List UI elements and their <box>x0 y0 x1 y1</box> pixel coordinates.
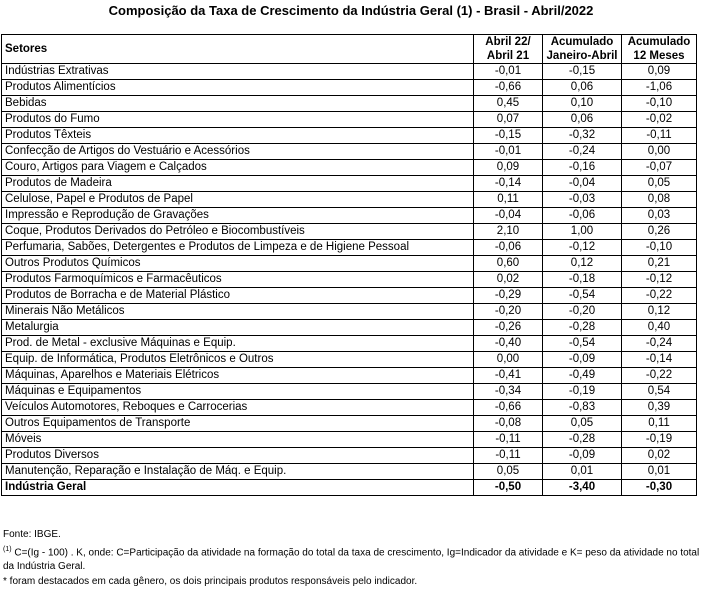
abril-value-cell: 0,00 <box>474 352 543 368</box>
table-row <box>2 64 697 80</box>
sector-cell: Coque, Produtos Derivados do Petróleo e Biocombustíveis <box>2 224 474 240</box>
notes <box>3 528 701 589</box>
table-row <box>2 240 697 256</box>
acum-12-meses-value-cell: 0,39 <box>622 400 697 416</box>
table-row <box>2 144 697 160</box>
abril-value-cell: 0,07 <box>474 112 543 128</box>
sector-cell: Produtos Alimentícios <box>2 80 474 96</box>
table-row <box>2 256 697 272</box>
table-row <box>2 336 697 352</box>
acum-jan-abr-value-cell: -0,24 <box>543 144 622 160</box>
acum-12-meses-value-cell: -0,14 <box>622 352 697 368</box>
acum-12-meses-value-cell: -0,30 <box>622 480 697 496</box>
table-row <box>2 384 697 400</box>
sector-cell: Confecção de Artigos do Vestuário e Acessórios <box>2 144 474 160</box>
sector-cell: Produtos de Madeira <box>2 176 474 192</box>
acum-12-meses-value-cell: 0,02 <box>622 448 697 464</box>
acum-jan-abr-value-cell: -0,32 <box>543 128 622 144</box>
sector-cell: Minerais Não Metálicos <box>2 304 474 320</box>
sector-cell: Indústrias Extrativas <box>2 64 474 80</box>
table-row <box>2 288 697 304</box>
abril-value-cell: -0,66 <box>474 80 543 96</box>
acum-jan-abr-value-cell: -0,83 <box>543 400 622 416</box>
acum-12-meses-value-cell: 0,05 <box>622 176 697 192</box>
abril-value-cell: -0,14 <box>474 176 543 192</box>
acum-jan-abr-value-cell: -0,18 <box>543 272 622 288</box>
acum-12-meses-value-cell: 0,03 <box>622 208 697 224</box>
acum-jan-abr-value-cell: -0,09 <box>543 352 622 368</box>
table-row <box>2 192 697 208</box>
table-row <box>2 272 697 288</box>
acum-jan-abr-value-cell: -0,03 <box>543 192 622 208</box>
table-row <box>2 224 697 240</box>
acum-12-meses-value-cell: -0,10 <box>622 96 697 112</box>
abril-value-cell: 0,09 <box>474 160 543 176</box>
acum-12-meses-value-cell: -0,02 <box>622 112 697 128</box>
acum-jan-abr-value-cell: 0,06 <box>543 112 622 128</box>
sector-cell: Celulose, Papel e Produtos de Papel <box>2 192 474 208</box>
acum-12-meses-value-cell: -0,10 <box>622 240 697 256</box>
abril-value-cell: -0,66 <box>474 400 543 416</box>
sector-cell: Indústria Geral <box>2 480 474 496</box>
abril-value-cell: 0,11 <box>474 192 543 208</box>
table-header-row <box>2 35 697 64</box>
sector-cell: Outros Equipamentos de Transporte <box>2 416 474 432</box>
acum-12-meses-value-cell: 0,08 <box>622 192 697 208</box>
sector-cell: Produtos do Fumo <box>2 112 474 128</box>
abril-value-cell: -0,40 <box>474 336 543 352</box>
acum-jan-abr-value-cell: -0,09 <box>543 448 622 464</box>
acum-12-meses-value-cell: -0,24 <box>622 336 697 352</box>
source-note: Fonte: IBGE. <box>3 529 61 540</box>
acum-jan-abr-value-cell: -0,54 <box>543 336 622 352</box>
table-row <box>2 80 697 96</box>
acum-12-meses-value-cell: 0,21 <box>622 256 697 272</box>
sector-cell: Bebidas <box>2 96 474 112</box>
acum-jan-abr-value-cell: -0,06 <box>543 208 622 224</box>
acum-12-meses-value-cell: 0,11 <box>622 416 697 432</box>
sector-cell: Metalurgia <box>2 320 474 336</box>
acum-12-meses-value-cell: 0,40 <box>622 320 697 336</box>
acum-jan-abr-value-cell: 1,00 <box>543 224 622 240</box>
abril-value-cell: -0,29 <box>474 288 543 304</box>
header-abril-line2: Abril 21 <box>486 50 530 62</box>
abril-value-cell: 2,10 <box>474 224 543 240</box>
acum-jan-abr-value-cell: 0,06 <box>543 80 622 96</box>
abril-value-cell: 0,45 <box>474 96 543 112</box>
abril-value-cell: -0,34 <box>474 384 543 400</box>
sector-cell: Produtos Diversos <box>2 448 474 464</box>
abril-value-cell: -0,50 <box>474 480 543 496</box>
acum-jan-abr-value-cell: -0,12 <box>543 240 622 256</box>
table-row <box>2 400 697 416</box>
table-title: Composição da Taxa de Crescimento da Indústria Geral (1) - Brasil - Abril/2022 <box>108 3 594 18</box>
footnote-marker: (1) <box>3 545 12 553</box>
sector-cell: Manutenção, Reparação e Instalação de Máq. e Equip. <box>2 464 474 480</box>
acum-12-meses-value-cell: -0,07 <box>622 160 697 176</box>
table-row <box>2 368 697 384</box>
acum-jan-abr-value-cell: -0,19 <box>543 384 622 400</box>
acum-jan-abr-value-cell: -3,40 <box>543 480 622 496</box>
table-row <box>2 112 697 128</box>
table-row <box>2 96 697 112</box>
header-abril-line1: Abril 22/ <box>485 36 531 48</box>
sector-cell: Máquinas e Equipamentos <box>2 384 474 400</box>
acum-jan-abr-value-cell: 0,01 <box>543 464 622 480</box>
acum-jan-abr-value-cell: -0,54 <box>543 288 622 304</box>
abril-value-cell: 0,02 <box>474 272 543 288</box>
acum-jan-abr-value-cell: 0,05 <box>543 416 622 432</box>
abril-value-cell: -0,15 <box>474 128 543 144</box>
acum-12-meses-value-cell: 0,54 <box>622 384 697 400</box>
sector-cell: Produtos Têxteis <box>2 128 474 144</box>
acum-12-meses-value-cell: -0,12 <box>622 272 697 288</box>
sector-cell: Produtos Farmoquímicos e Farmacêuticos <box>2 272 474 288</box>
header-acum-jan-line2: Janeiro-Abril <box>546 50 618 62</box>
table-row <box>2 320 697 336</box>
sector-cell: Móveis <box>2 432 474 448</box>
header-acum-12-line2: 12 Meses <box>633 50 685 62</box>
abril-value-cell: -0,08 <box>474 416 543 432</box>
table-row <box>2 352 697 368</box>
footnote <box>3 543 701 575</box>
abril-value-cell: -0,04 <box>474 208 543 224</box>
header-abril <box>474 35 543 64</box>
acum-12-meses-value-cell: -0,22 <box>622 368 697 384</box>
table-row <box>2 416 697 432</box>
table-row <box>2 464 697 480</box>
abril-value-cell: -0,26 <box>474 320 543 336</box>
sector-cell: Couro, Artigos para Viagem e Calçados <box>2 160 474 176</box>
abril-value-cell: -0,11 <box>474 432 543 448</box>
sector-cell: Produtos de Borracha e de Material Plástico <box>2 288 474 304</box>
acum-12-meses-value-cell: -0,22 <box>622 288 697 304</box>
acum-jan-abr-value-cell: 0,12 <box>543 256 622 272</box>
acum-12-meses-value-cell: 0,26 <box>622 224 697 240</box>
acum-12-meses-value-cell: 0,00 <box>622 144 697 160</box>
growth-composition-table <box>1 34 697 496</box>
abril-value-cell: 0,05 <box>474 464 543 480</box>
table-row <box>2 128 697 144</box>
acum-jan-abr-value-cell: -0,15 <box>543 64 622 80</box>
sector-cell: Veículos Automotores, Reboques e Carrocerias <box>2 400 474 416</box>
asterisk-note: * foram destacados em cada gênero, os dois principais produtos responsáveis pelo indicador. <box>3 575 418 587</box>
abril-value-cell: -0,01 <box>474 64 543 80</box>
abril-value-cell: -0,41 <box>474 368 543 384</box>
table-row <box>2 448 697 464</box>
acum-jan-abr-value-cell: -0,04 <box>543 176 622 192</box>
abril-value-cell: 0,60 <box>474 256 543 272</box>
table-row <box>2 160 697 176</box>
table-row <box>2 432 697 448</box>
acum-jan-abr-value-cell: -0,49 <box>543 368 622 384</box>
header-setores: Setores <box>2 35 474 64</box>
sector-cell: Máquinas, Aparelhos e Materiais Elétricos <box>2 368 474 384</box>
acum-12-meses-value-cell: -0,11 <box>622 128 697 144</box>
acum-12-meses-value-cell: 0,01 <box>622 464 697 480</box>
header-acumulado-12-meses <box>622 35 697 64</box>
table-body <box>2 64 697 496</box>
header-acumulado-jan-abr <box>543 35 622 64</box>
header-acum-12-line1: Acumulado <box>627 36 691 48</box>
acum-jan-abr-value-cell: 0,10 <box>543 96 622 112</box>
acum-12-meses-value-cell: -1,06 <box>622 80 697 96</box>
sector-cell: Impressão e Reprodução de Gravações <box>2 208 474 224</box>
table-row <box>2 208 697 224</box>
acum-jan-abr-value-cell: -0,20 <box>543 304 622 320</box>
table-row <box>2 176 697 192</box>
acum-12-meses-value-cell: -0,19 <box>622 432 697 448</box>
table-row <box>2 304 697 320</box>
abril-value-cell: -0,11 <box>474 448 543 464</box>
footnote-text: C=(Ig - 100) . K, onde: C=Participação da atividade na formação do total da taxa de crescimento, Ig=Indicador da atividade e K= peso da atividade no total da Indústria Geral. <box>3 546 700 573</box>
sector-cell: Prod. de Metal - exclusive Máquinas e Equip. <box>2 336 474 352</box>
acum-12-meses-value-cell: 0,09 <box>622 64 697 80</box>
sector-cell: Outros Produtos Químicos <box>2 256 474 272</box>
total-row <box>2 480 697 496</box>
abril-value-cell: -0,20 <box>474 304 543 320</box>
acum-jan-abr-value-cell: -0,16 <box>543 160 622 176</box>
acum-jan-abr-value-cell: -0,28 <box>543 320 622 336</box>
abril-value-cell: -0,01 <box>474 144 543 160</box>
sector-cell: Perfumaria, Sabões, Detergentes e Produtos de Limpeza e de Higiene Pessoal <box>2 240 474 256</box>
sector-cell: Equip. de Informática, Produtos Eletrônicos e Outros <box>2 352 474 368</box>
acum-12-meses-value-cell: 0,12 <box>622 304 697 320</box>
abril-value-cell: -0,06 <box>474 240 543 256</box>
header-acum-jan-line1: Acumulado <box>550 36 614 48</box>
acum-jan-abr-value-cell: -0,28 <box>543 432 622 448</box>
